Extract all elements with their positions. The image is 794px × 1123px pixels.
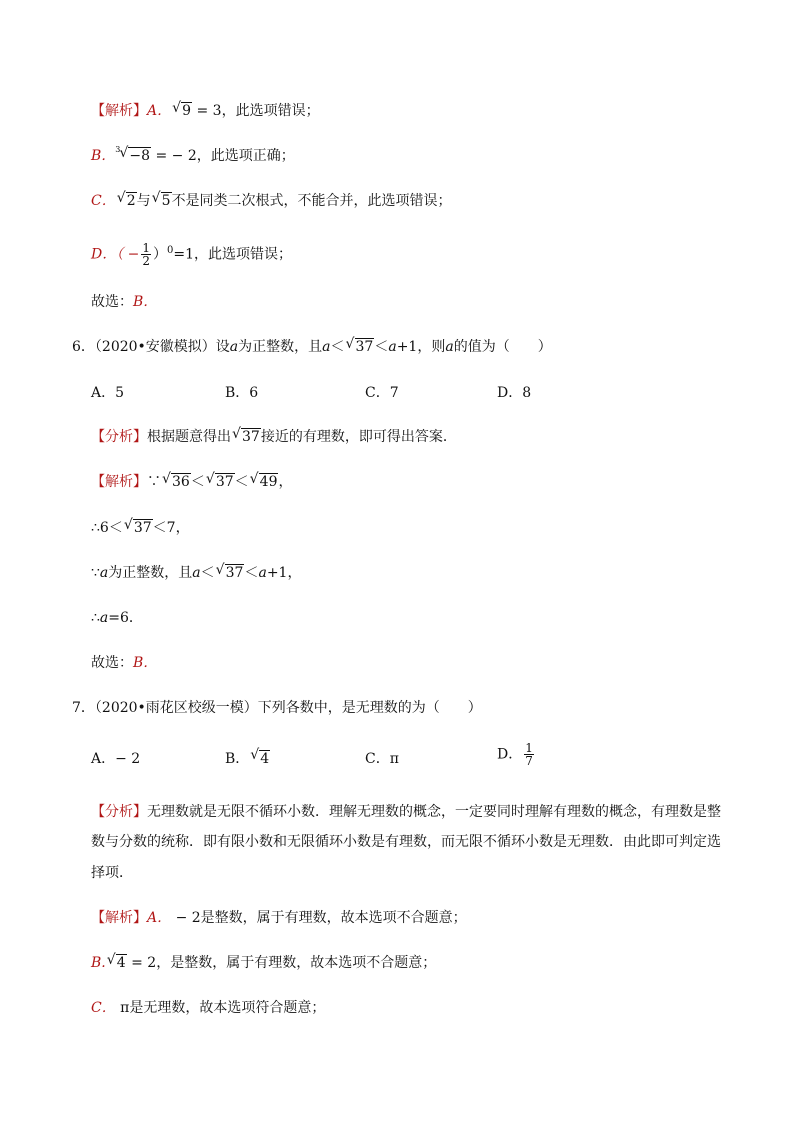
q6-fenxi: 【分析】根据题意得出 √ 37接近的有理数，即可得出答案． — [91, 426, 457, 445]
q6-option-b[interactable]: B．6 — [225, 385, 259, 401]
q6-jiexi-line-3: ∵a为正整数，且a＜ √ 37＜a+1， — [91, 562, 302, 581]
q7-jiexi-line-1: 【解析】A． − 2是整数，属于有理数，故本选项不合题意； — [91, 910, 467, 926]
fenxi-tag: 【分析】 — [91, 804, 147, 820]
q6-jiexi-line-1: 【解析】∵ √ 36＜ √ 37＜ √ 49， — [91, 471, 293, 490]
q6-option-c[interactable]: C．7 — [365, 385, 399, 401]
q7-option-a[interactable]: A．− 2 — [91, 751, 141, 767]
sqrt-4: √ 4 — [106, 952, 126, 971]
jiexi-tag: 【解析】 — [91, 474, 147, 490]
jiexi-tag: 【解析】 — [91, 103, 147, 119]
q6-option-d[interactable]: D．8 — [497, 385, 532, 401]
q6-jiexi-line-4: ∴a=6． — [91, 610, 143, 626]
q6-answer: 故选：B． — [91, 655, 158, 671]
q7-fenxi-line-1: 【分析】无理数就是无限不循环小数．理解无理数的概念，一定要同时理解有理数的概念，有理数是整 — [91, 804, 721, 820]
sqrt-37: √ 37 — [123, 517, 152, 536]
q5-answer: 故选：B． — [91, 294, 158, 310]
q7-jiexi-line-2: B. √ 4 = 2，是整数，属于有理数，故本选项不合题意； — [91, 952, 437, 971]
fenxi-tag: 【分析】 — [91, 429, 147, 445]
sqrt-49: √ 49 — [249, 471, 278, 490]
q5-jiexi-line-c: C． √ 2与 √ 5不是同类二次根式，不能合并，此选项错误； — [91, 190, 452, 209]
sqrt-2: √ 2 — [116, 190, 136, 209]
q7-stem: 7．（2020•雨花区校级一模）下列各数中，是无理数的为（ ） — [72, 700, 482, 716]
q7-fenxi-line-3: 择项． — [91, 865, 133, 881]
sqrt-37: √ 37 — [345, 336, 374, 355]
sqrt-37: √ 37 — [232, 426, 260, 445]
cbrt-minus-8: √ −8 — [119, 145, 151, 164]
q7-fenxi-line-2: 数与分数的统称．即有限小数和无限循环小数是有理数，而无限不循环小数是无理数．由此即可判定选 — [91, 834, 721, 850]
sqrt-4: √ 4 — [250, 747, 270, 767]
q6-jiexi-line-2: ∴6＜ √ 37＜7， — [91, 517, 190, 536]
q5-jiexi-line-d: D．（ − $\frac{1}{2}$ ）$^0$=1，此选项错误； — [91, 241, 293, 268]
q5-jiexi-line-b: B．$^3$ √ −8 = − 2，此选项正确； — [91, 145, 295, 164]
jiexi-tag: 【解析】 — [91, 910, 147, 926]
sqrt-36: √ 36 — [162, 471, 190, 490]
q7-option-c[interactable]: C．π — [365, 751, 399, 767]
q7-jiexi-line-3: C． π是无理数，故本选项符合题意； — [91, 1000, 326, 1016]
q7-option-d[interactable]: D． $\frac{1}{7}$ — [497, 741, 533, 768]
sqrt-5: √ 5 — [151, 190, 171, 209]
sqrt-9: √ 9 — [172, 100, 192, 119]
q7-option-b[interactable]: B． √ 4 — [225, 747, 270, 767]
q5-jiexi-line-a: 【解析】A． √ 9 = 3，此选项错误； — [91, 100, 320, 119]
fraction-1-2: $\frac{1}{2}$ — [142, 241, 151, 268]
sqrt-37: √ 37 — [205, 471, 234, 490]
q6-option-a[interactable]: A．5 — [91, 385, 125, 401]
fraction-1-7: $\frac{1}{7}$ — [525, 741, 533, 768]
q6-stem: 6．（2020•安徽模拟）设a为正整数，且a＜ √ 37＜a+1，则a的值为（ ） — [72, 336, 552, 355]
sqrt-37: √ 37 — [215, 562, 244, 581]
